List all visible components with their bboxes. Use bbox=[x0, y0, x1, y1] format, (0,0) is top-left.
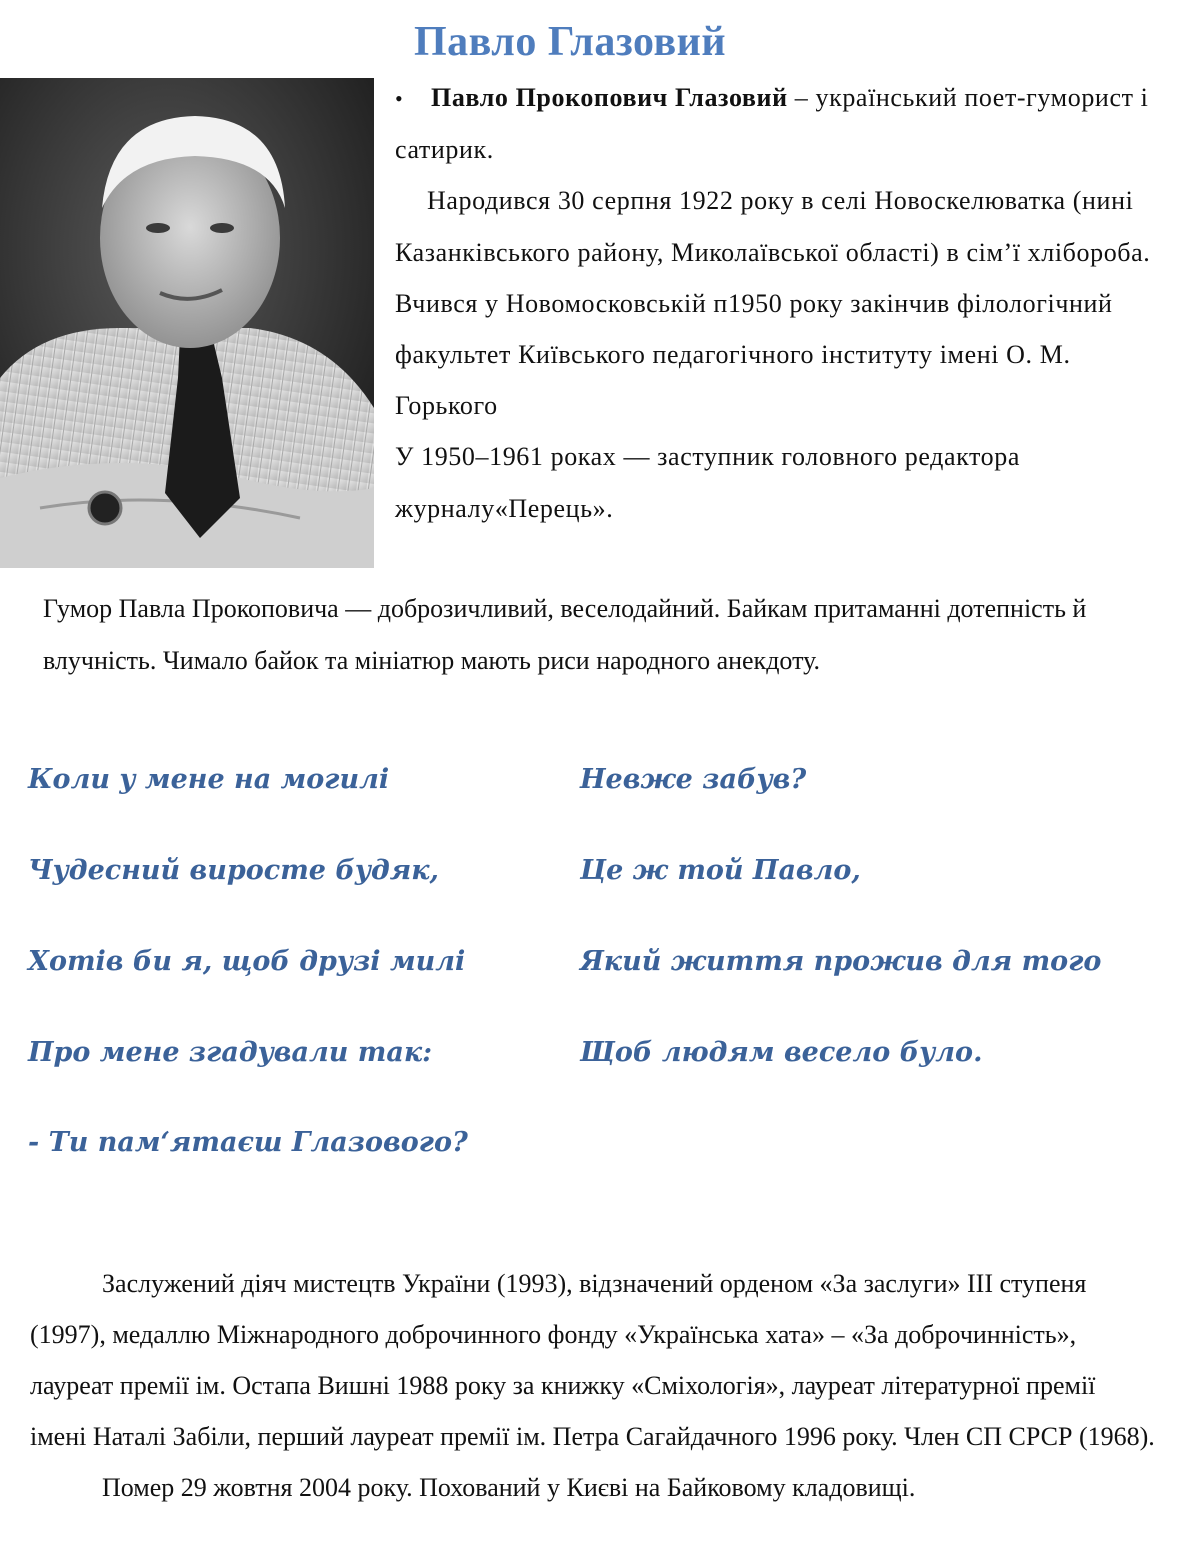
poem-line: Це ж той Павло, bbox=[580, 855, 861, 886]
poet-name: Павло Прокопович Глазовий bbox=[431, 83, 788, 112]
bullet-icon: • bbox=[395, 86, 404, 111]
biography bbox=[395, 72, 1155, 534]
poem-line: Невже забув? bbox=[580, 764, 807, 795]
bio-career: У 1950–1961 роках — заступник головного редактора журналу«Перець». bbox=[395, 442, 1021, 523]
humor-paragraph: Гумор Павла Прокоповича — доброзичливий, веселодайний. Байкам притаманні дотепність й влучність. Чимало байок та мініатюр мають риси народного анекдоту. bbox=[43, 594, 1087, 675]
poem-line: Хотів би я, щоб друзі милі bbox=[28, 946, 466, 977]
poem-line: Щоб людям весело було. bbox=[580, 1037, 983, 1068]
awards-section bbox=[30, 1258, 1155, 1513]
poem-line: Про мене згадували так: bbox=[28, 1037, 433, 1068]
poem-line: Чудесний виросте будяк, bbox=[28, 855, 439, 886]
poem-line: Який життя прожив для того bbox=[580, 946, 1102, 977]
death-paragraph: Помер 29 жовтня 2004 року. Похований у Києві на Байковому кладовищі. bbox=[102, 1473, 916, 1502]
poem-line: Коли у мене на могилі bbox=[28, 764, 390, 795]
poem-line: - Ти пам‘ятаєш Глазового? bbox=[28, 1127, 468, 1158]
bio-intro-text: – український поет-гуморист і сатирик. bbox=[395, 83, 1149, 165]
page-title: Павло Глазовий bbox=[413, 19, 727, 65]
bio-intro bbox=[395, 72, 1155, 175]
portrait-photo bbox=[0, 78, 374, 568]
bio-birth: Народився 30 серпня 1922 року в селі Новоскелюватка (нині Казанківського району, Миколаївської області) в сім’ї хлібороба. Вчився у Новомосковській п1950 року закінчив філологічний факультет Київського педагогічного інституту імені О. М. Горького bbox=[395, 186, 1151, 421]
awards-paragraph: Заслужений діяч мистецтв України (1993), відзначений орденом «За заслуги» III ступеня (1997), медаллю Міжнародного доброчинного фонду «Українська хата» – «За доброчинність», лауреат премії ім. Остапа Вишні 1988 року за книжку «Сміхологія», лауреат літературної премії імені Наталі Забіли, перший лауреат премії ім. Петра Сагайдачного 1996 року. Член СП СРСР (1968). bbox=[30, 1269, 1155, 1451]
